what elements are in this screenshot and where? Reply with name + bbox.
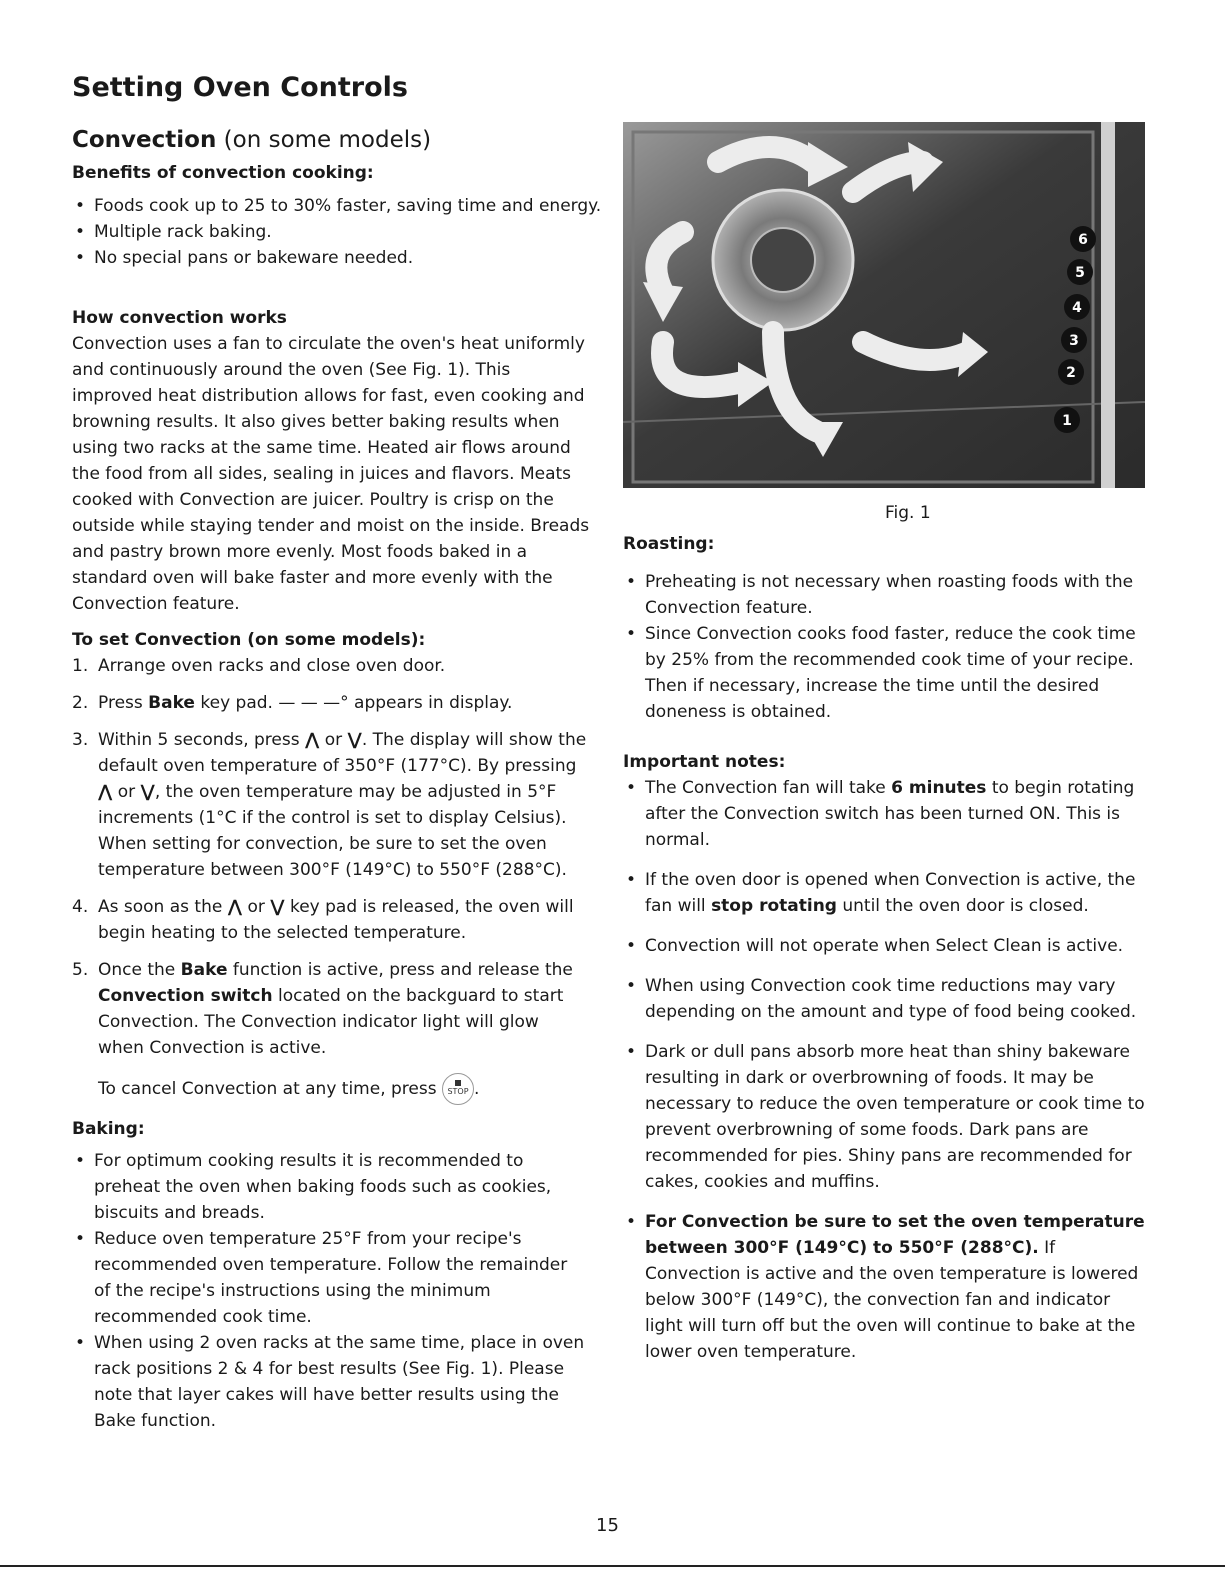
rack-badge-1: 1 bbox=[1062, 413, 1072, 429]
list-item-text: to begin rotating after the Convection switch has been turned ON. This is normal. bbox=[645, 778, 1135, 850]
list-item bbox=[72, 1330, 587, 1434]
list-item bbox=[623, 933, 1153, 959]
oven-figure bbox=[623, 122, 1145, 488]
bullet-icon: • bbox=[75, 1229, 86, 1249]
down-arrow-icon: ⋁ bbox=[347, 730, 362, 750]
section-title-bold: Convection bbox=[72, 127, 217, 153]
stop-key-icon bbox=[442, 1073, 474, 1105]
step-text: , the oven temperature may be adjusted in 5°F increments (1°C if the control is set to display Celsius). When setting for convection, be sure to set the oven temperature between 300°F (149°C) to 550°F (288°C). bbox=[98, 782, 567, 880]
list-item-text: Dark or dull pans absorb more heat than shiny bakeware resulting in dark or overbrowning of foods. It may be necessary to reduce the oven temperature or cook time to prevent overbrowning of some foods. Dark pans are recommended for pies. Shiny pans are recommended for cakes, cookies and muffins. bbox=[645, 1042, 1145, 1192]
list-item-text: Since Convection cooks food faster, reduce the cook time by 25% from the recommended cook time of your recipe. Then if necessary, increase the time until the desired doneness is obtained. bbox=[645, 624, 1136, 722]
rack-badge-3: 3 bbox=[1069, 333, 1079, 349]
roasting-list bbox=[623, 569, 1153, 725]
step-text: Arrange oven racks and close oven door. bbox=[98, 656, 446, 676]
list-item bbox=[72, 245, 617, 271]
up-arrow-icon: ⋀ bbox=[98, 782, 113, 802]
section-heading bbox=[72, 124, 431, 156]
bullet-icon: • bbox=[75, 248, 86, 268]
bake-key-label: Bake bbox=[180, 960, 228, 980]
bullet-icon: • bbox=[626, 1042, 637, 1062]
list-item-text: If Convection is active and the oven temperature is lowered below 300°F (149°C), the convection fan and indicator light will turn off but the oven will continue to bake at the lower oven temperature. bbox=[645, 1238, 1139, 1362]
rack-badge-6: 6 bbox=[1078, 232, 1088, 248]
how-works-body: Convection uses a fan to circulate the oven's heat uniformly and continuously around the oven (See Fig. 1). This improved heat distribution allows for fast, even cooking and browning results. It also gives better baking results when using two racks at the same time. Heated air flows around the food from all sides, sealing in juices and flavors. Meats cooked with Convection are juicer. Poultry is crisp on the outside while staying tender and moist on the inside. Breads and pastry brown more evenly. Most foods baked in a standard oven will bake faster and more evenly with the Convection feature. bbox=[72, 334, 590, 614]
list-item bbox=[623, 867, 1153, 919]
baking-list bbox=[72, 1148, 587, 1434]
list-item-text: When using 2 oven racks at the same time, place in oven rack positions 2 & 4 for best results (See Fig. 1). Please note that layer cakes will have better results using the Bake function. bbox=[94, 1333, 585, 1431]
bullet-icon: • bbox=[626, 870, 637, 890]
bullet-icon: • bbox=[75, 1333, 86, 1353]
step-text: appears in display. bbox=[348, 693, 513, 713]
display-dashes: — — —° bbox=[278, 693, 349, 713]
right-column bbox=[623, 531, 1153, 1379]
emphasis-text: stop rotating bbox=[711, 896, 837, 916]
up-arrow-icon: ⋀ bbox=[305, 730, 320, 750]
rack-badge-2: 2 bbox=[1066, 365, 1076, 381]
list-item-text: Convection will not operate when Select Clean is active. bbox=[645, 936, 1124, 956]
figure-caption: Fig. 1 bbox=[885, 503, 931, 523]
section-title-rest: (on some models) bbox=[216, 127, 432, 153]
step-item bbox=[72, 957, 587, 1105]
how-works-heading: How convection works bbox=[72, 308, 287, 328]
list-item-text: When using Convection cook time reductions may vary depending on the amount and type of food being cooked. bbox=[645, 976, 1137, 1022]
list-item-text: until the oven door is closed. bbox=[836, 896, 1089, 916]
list-item-text: Preheating is not necessary when roasting foods with the Convection feature. bbox=[645, 572, 1134, 618]
up-arrow-icon: ⋀ bbox=[227, 897, 243, 917]
step-number: 4. bbox=[72, 897, 89, 917]
bullet-icon: • bbox=[75, 196, 86, 216]
step-text: or bbox=[242, 897, 271, 917]
step-text: located on the backguard to start Convection. The Convection indicator light will glow when Convection is active. bbox=[98, 986, 564, 1058]
bullet-icon: • bbox=[626, 624, 637, 644]
list-item bbox=[623, 569, 1153, 621]
list-item-text: Reduce oven temperature 25°F from your recipe's recommended oven temperature. Follow the remainder of the recipe's instructions using the minimum recommended cook time. bbox=[94, 1229, 568, 1327]
step-text: key pad is released, the oven will begin heating to the selected temperature. bbox=[98, 897, 574, 943]
bullet-icon: • bbox=[626, 936, 637, 956]
bullet-icon: • bbox=[75, 1151, 86, 1171]
cancel-line: To cancel Convection at any time, press STOP . bbox=[98, 1073, 587, 1105]
rack-badge-5: 5 bbox=[1075, 265, 1085, 281]
list-item-text: No special pans or bakeware needed. bbox=[94, 248, 414, 268]
list-item bbox=[72, 1226, 587, 1330]
down-arrow-icon: ⋁ bbox=[270, 897, 285, 917]
to-set-steps bbox=[72, 653, 587, 1105]
stop-key-label: STOP bbox=[447, 1087, 469, 1096]
step-item bbox=[72, 653, 587, 679]
list-item-text: The Convection fan will take bbox=[645, 778, 892, 798]
step-text: . The display will show the default oven temperature of 350°F (177°C). By pressing bbox=[98, 730, 587, 776]
bullet-icon: • bbox=[75, 222, 86, 242]
step-number: 3. bbox=[72, 730, 89, 750]
step-text: function is active, press and release the bbox=[227, 960, 573, 980]
list-item-text: If the oven door is opened when Convection is active, the fan will bbox=[645, 870, 1136, 916]
baking-heading: Baking: bbox=[72, 1119, 145, 1139]
left-column bbox=[72, 160, 617, 1434]
cancel-text: To cancel Convection at any time, press bbox=[98, 1079, 437, 1099]
step-text: key pad. bbox=[194, 693, 279, 713]
step-text: Press bbox=[98, 693, 149, 713]
step-item bbox=[72, 727, 587, 883]
convection-switch-label: Convection switch bbox=[98, 986, 273, 1006]
list-item bbox=[623, 1209, 1153, 1365]
benefits-heading: Benefits of convection cooking: bbox=[72, 163, 374, 183]
rack-badge-4: 4 bbox=[1072, 300, 1082, 316]
down-arrow-icon: ⋁ bbox=[140, 782, 155, 802]
step-number: 5. bbox=[72, 960, 89, 980]
bottom-rule bbox=[0, 1565, 1225, 1567]
bullet-icon: • bbox=[626, 1212, 637, 1232]
page-number: 15 bbox=[596, 1515, 619, 1536]
list-item bbox=[623, 621, 1153, 725]
list-item-text: For optimum cooking results it is recommended to preheat the oven when baking foods such as cookies, biscuits and breads. bbox=[94, 1151, 552, 1223]
list-item bbox=[623, 973, 1153, 1025]
benefits-list bbox=[72, 193, 617, 271]
step-text: Within 5 seconds, press bbox=[98, 730, 305, 750]
list-item bbox=[72, 1148, 587, 1226]
emphasis-text: 6 minutes bbox=[891, 778, 987, 798]
step-text: Once the bbox=[98, 960, 181, 980]
step-text: or bbox=[112, 782, 141, 802]
list-item bbox=[72, 219, 617, 245]
list-item bbox=[623, 1039, 1153, 1195]
roasting-heading: Roasting: bbox=[623, 534, 715, 554]
bullet-icon: • bbox=[626, 572, 637, 592]
emphasis-text: For Convection be sure to set the oven temperature between 300°F (149°C) to 550°F (288°C). bbox=[645, 1212, 1145, 1258]
to-set-heading: To set Convection (on some models): bbox=[72, 630, 426, 650]
step-text: or bbox=[319, 730, 348, 750]
page-title: Setting Oven Controls bbox=[72, 72, 408, 103]
step-item bbox=[72, 690, 587, 716]
list-item bbox=[72, 193, 617, 219]
important-list bbox=[623, 775, 1153, 1365]
list-item bbox=[623, 775, 1153, 853]
step-number: 1. bbox=[72, 656, 89, 676]
bullet-icon: • bbox=[626, 976, 637, 996]
list-item-text: Foods cook up to 25 to 30% faster, saving time and energy. bbox=[94, 196, 602, 216]
bullet-icon: • bbox=[626, 778, 637, 798]
step-text: As soon as the bbox=[98, 897, 228, 917]
step-number: 2. bbox=[72, 693, 89, 713]
list-item-text: Multiple rack baking. bbox=[94, 222, 272, 242]
bake-key-label: Bake bbox=[148, 693, 195, 713]
oven-interior-image bbox=[623, 122, 1145, 488]
important-heading: Important notes: bbox=[623, 752, 786, 772]
step-item bbox=[72, 894, 587, 946]
